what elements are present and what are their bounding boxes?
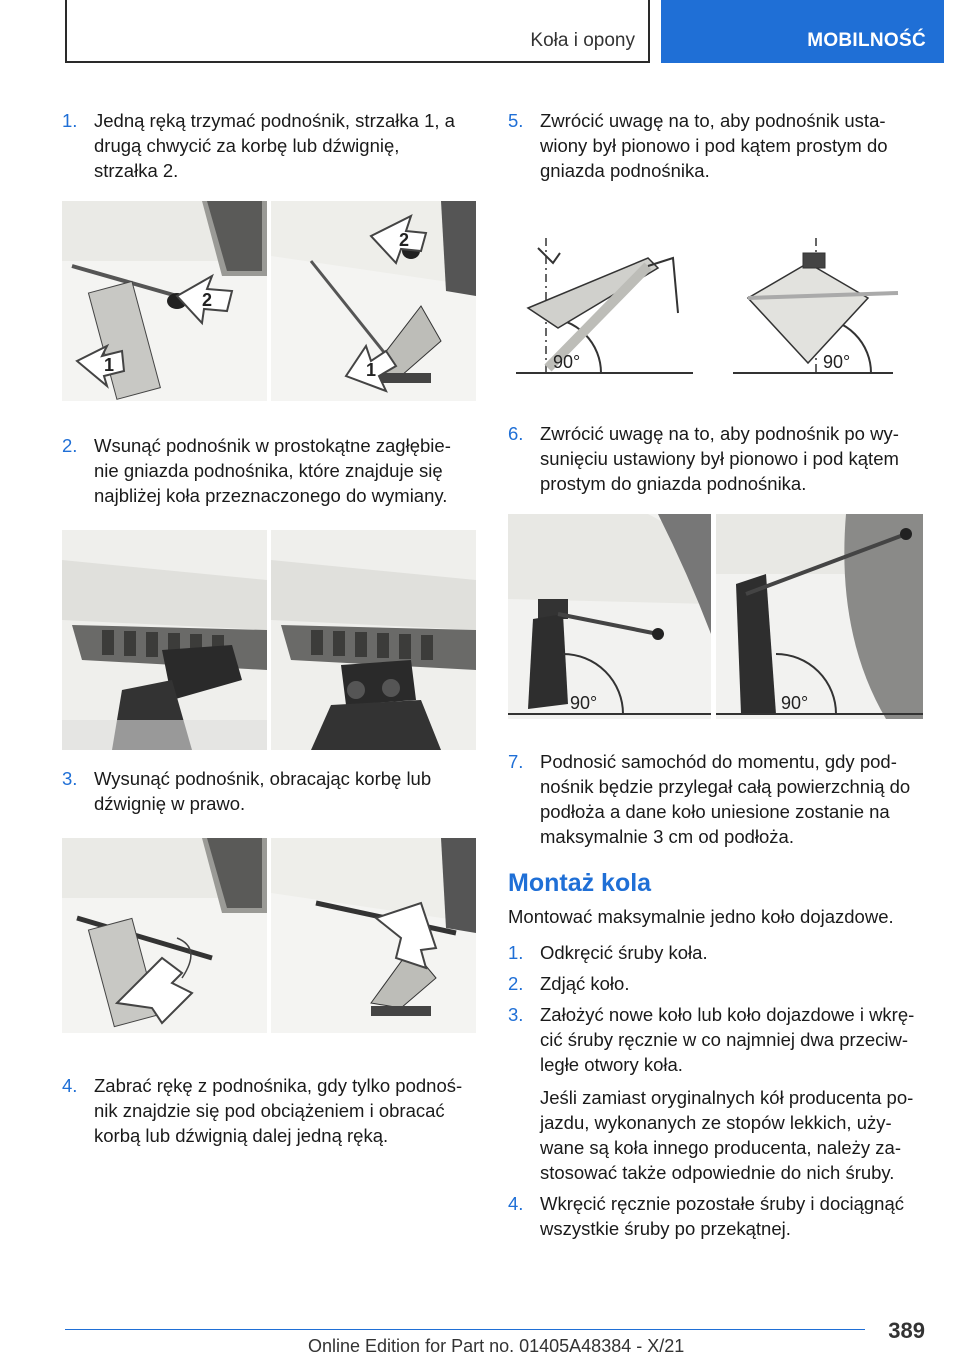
figure-jack-extended (508, 514, 928, 719)
chapter-tab[interactable]: MOBILNOŚĆ (661, 0, 944, 63)
figure-jack-hold (62, 201, 482, 401)
step-text: Zwrócić uwagę na to, aby podnośnik po wysunięciu ustawiony był pionowo i pod kątem prostym do gniazda podnośnika. (540, 423, 899, 494)
note-text: Jeśli zamiast oryginalnych kół producenta pojazdu, wykonanych ze stopów lekkich, używane są koła innego producenta, należy zastosować także odpowiednie do nich śruby. (540, 1087, 914, 1183)
step-1 (62, 108, 457, 183)
step-number: 7. (508, 751, 524, 772)
figure-panel-right (271, 530, 476, 750)
step-6 (508, 421, 918, 496)
right-column (508, 108, 928, 1241)
step-text: Wysunąć podnośnik, obracając korbę lub dźwignię w prawo. (94, 768, 432, 814)
page-number: 389 (888, 1318, 925, 1343)
angle-label: 90° (553, 352, 581, 372)
arrow-1-label: 1 (104, 355, 115, 375)
angle-label: 90° (781, 693, 809, 713)
mount-step-1 (508, 940, 928, 965)
figure-panel-left (62, 530, 267, 750)
step-number: 5. (508, 110, 524, 131)
step-number: 6. (508, 423, 524, 444)
step-number: 3. (62, 768, 78, 789)
footer-divider (65, 1329, 865, 1330)
angle-label: 90° (823, 352, 851, 372)
step-number: 3. (508, 1004, 524, 1025)
step-number: 1. (62, 110, 78, 131)
mount-step-3 (508, 1002, 928, 1077)
mount-step-2 (508, 971, 928, 996)
step-text: Podnosić samochód do momentu, gdy podnośnik będzie przylegał całą powierzchnią do podłoża a dane koło uniesione zostanie na maksymalnie 3 cm od podłoża. (540, 751, 911, 847)
figure-panel-right (716, 514, 923, 719)
intro-text: Montować maksymalnie jedno koło dojazdowe. (508, 906, 894, 927)
step-text: Zdjąć koło. (540, 973, 630, 994)
figure-panel-left (62, 838, 267, 1033)
step-number: 2. (508, 973, 524, 994)
figure-panel-right (271, 201, 476, 401)
figure-panel-right (271, 838, 476, 1033)
step-number: 4. (62, 1075, 78, 1096)
step-2 (62, 433, 462, 508)
figure-panel-left (508, 514, 711, 719)
step-3 (62, 766, 457, 816)
section-heading: Montaż kola (508, 869, 652, 897)
step-text: Odkręcić śruby koła. (540, 942, 708, 963)
step-text: Wsunąć podnośnik w prostokątne zagłębienie gniazda podnośnika, które znajduje się najbliżej koła przeznaczonego do wymiany. (94, 435, 451, 506)
figure-panel-left (62, 201, 267, 401)
arrow-2-label: 2 (202, 290, 213, 310)
step-5 (508, 108, 908, 183)
edition-text: Online Edition for Part no. 01405A48384 - X/21 (308, 1336, 685, 1356)
angle-label: 90° (570, 693, 598, 713)
step-text: Zwrócić uwagę na to, aby podnośnik ustawiony był pionowo i pod kątem prostym do gniazda podnośnika. (540, 110, 888, 181)
step-number: 4. (508, 1193, 524, 1214)
arrow-2-label: 2 (399, 230, 410, 250)
step-text: Założyć nowe koło lub koło dojazdowe i wkręcić śruby ręcznie w co najmniej dwa przeciwległe otwory koła. (540, 1004, 915, 1075)
step-text: Jedną ręką trzymać podnośnik, strzałka 1, a drugą chwycić za korbę lub dźwignię, strzałka 2. (94, 110, 455, 181)
left-column (62, 108, 482, 1148)
figure-jack-crank (62, 838, 482, 1033)
step-7 (508, 749, 918, 849)
step-number: 1. (508, 942, 524, 963)
step-text: Zabrać rękę z podnośnika, gdy tylko podnośnik znajdzie się pod obciążeniem i obracać korbą lub dźwignią dalej jedną ręką. (94, 1075, 463, 1146)
mount-step-4 (508, 1191, 918, 1241)
figure-jack-socket (62, 530, 482, 750)
step-text: Wkręcić ręcznie pozostałe śruby i dociągnąć wszystkie śruby po przekątnej. (540, 1193, 904, 1239)
figure-angle-diagram (508, 238, 928, 383)
step-4 (62, 1073, 472, 1148)
arrow-1-label: 1 (366, 360, 377, 380)
section-title: Koła i opony (530, 30, 635, 51)
step-number: 2. (62, 435, 78, 456)
